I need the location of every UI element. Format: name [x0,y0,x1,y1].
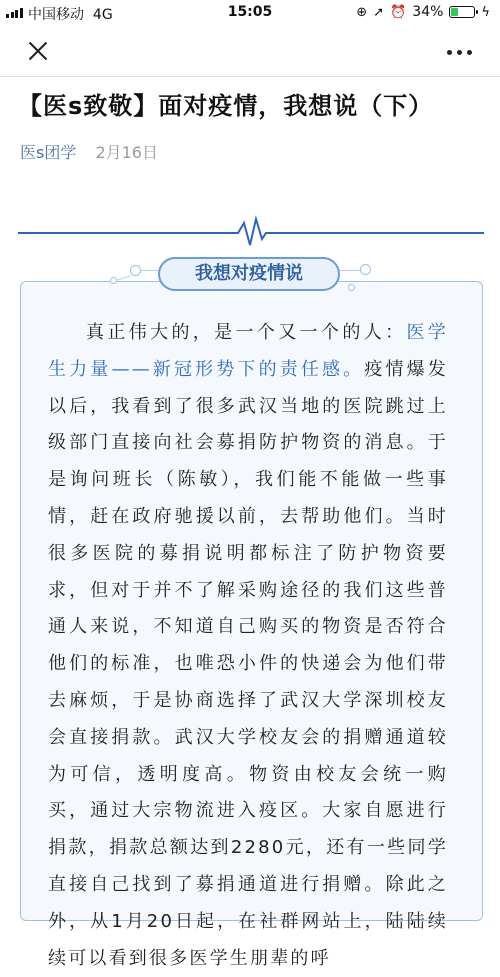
alarm-icon: ⏰ [390,4,407,20]
section-heading-label: 我想对疫情说 [158,257,340,291]
article-paragraph [48,315,448,977]
status-right-group [356,4,490,20]
status-bar [0,0,500,26]
paragraph-start: 真正伟大的，是一个又一个的人： [86,322,407,343]
location-icon: ➚ [373,4,385,20]
battery-percent: 34% [412,4,444,20]
nav-bar [0,26,500,77]
paragraph-rest: 疫情爆发以后，我看到了很多武汉当地的医院跳过上级部门直接向社会募捐防护物资的消息。于是询问班长（陈敏），我们能不能做一些事情，赶在政府驰援以前，去帮助他们。当时很多医院的募捐说明都标注了防护物资要求，但对于并不了解采购途径的我们这些普通人来说，不知道自己购买的物资是否符合他们的标准，也唯恐小件的快递会为他们带去麻烦，于是协商选择了武汉大学深圳校友会直接捐款。武汉大学校友会的捐赠通道较为可信，透明度高。物资由校友会统一购买，通过大宗物流进入疫区。大家自愿进行捐款，捐款总额达到2280元，还有一些同学直接自己找到了募捐通道进行捐赠。除此之外，从1月20日起，在社群网站上，陆陆续续可以看到很多医学生朋辈的呼 [48,358,449,969]
screen-lock-icon: ⊕ [356,4,368,20]
status-time: 15:05 [227,4,273,20]
charging-icon: ϟ [481,4,490,20]
article-topic-link[interactable]: 医学生力量——新冠形势下的责任感。 [48,322,448,380]
article-meta [20,140,158,163]
network-label: 4G [92,7,113,23]
carrier-label: 中国移动 4G [28,7,113,23]
heartbeat-divider [18,215,484,249]
battery-icon [449,6,475,18]
publish-date: 2月16日 [95,143,158,162]
section-heading [90,250,410,300]
more-icon[interactable] [447,50,472,55]
article-title: 【医s致敬】面对疫情，我想说（下） [18,92,434,120]
close-icon[interactable] [26,39,50,63]
author-link[interactable]: 医s团学 [20,143,77,162]
